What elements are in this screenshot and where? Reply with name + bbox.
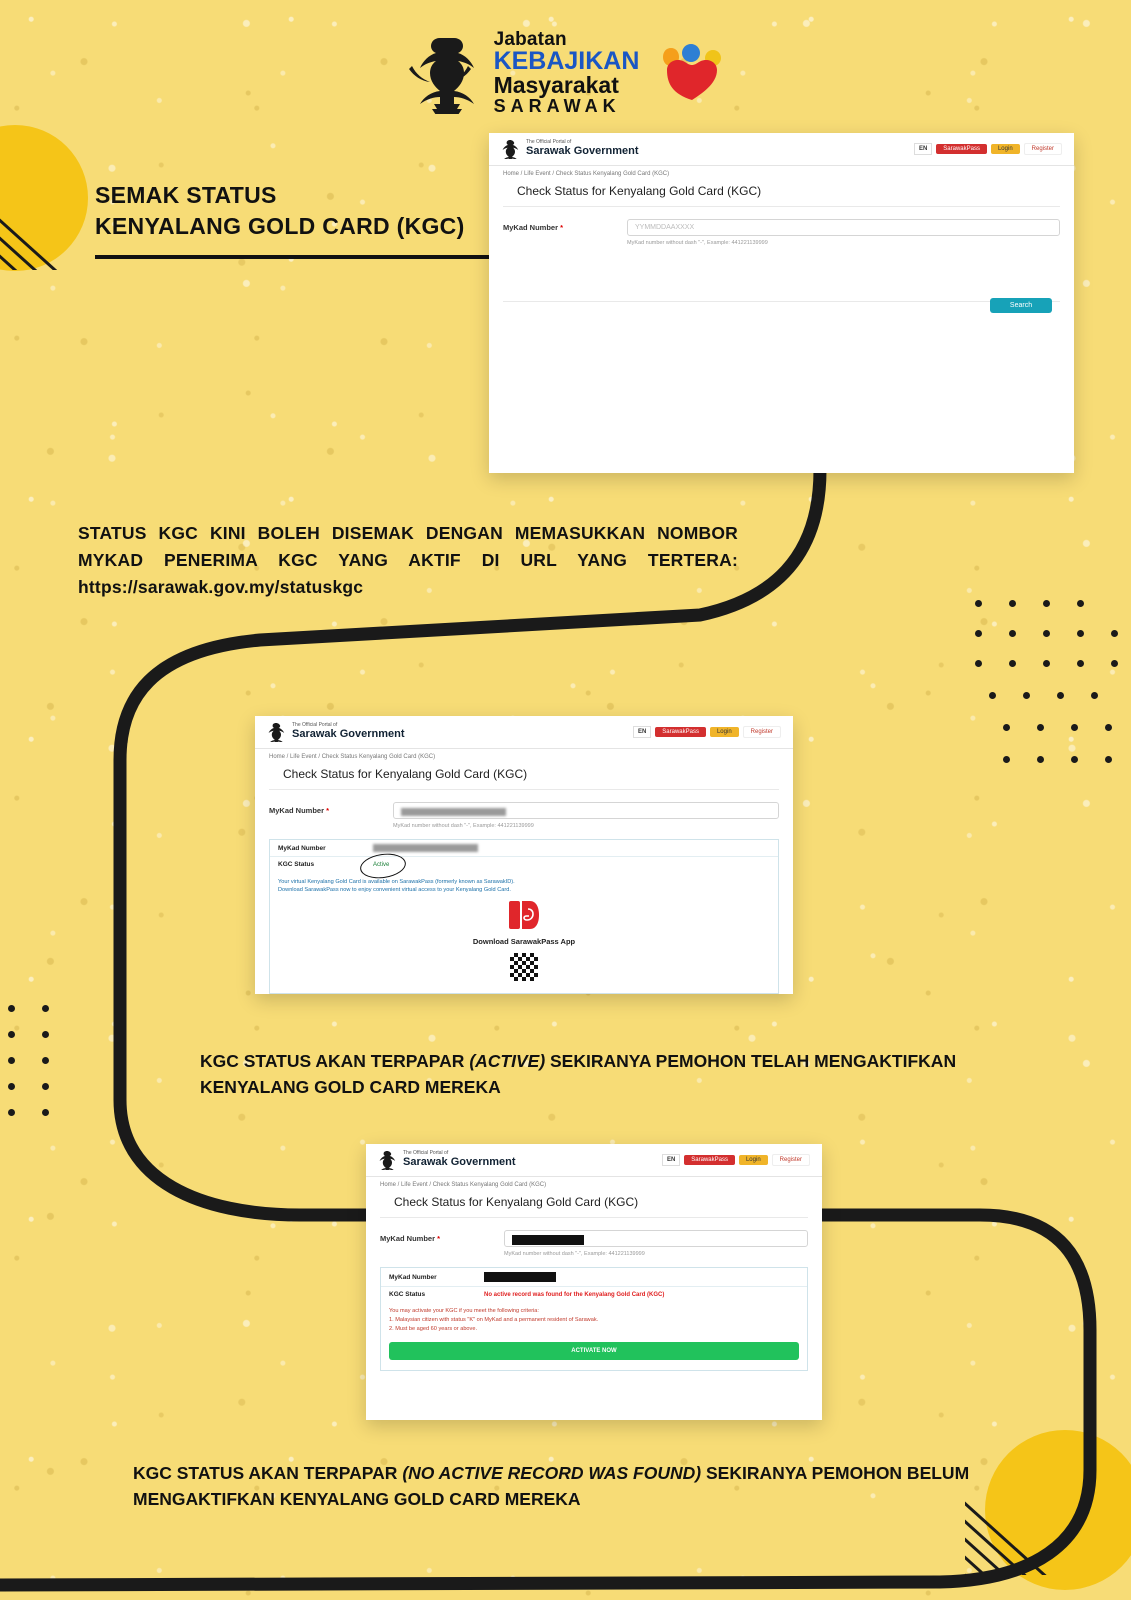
result-panel — [269, 839, 779, 994]
portal-brand-big: Sarawak Government — [526, 145, 639, 158]
page-title-line2: KENYALANG GOLD CARD (KGC) — [95, 213, 465, 240]
jkm-line2: KEBAJIKAN — [493, 47, 640, 75]
mykad-input[interactable] — [504, 1230, 808, 1247]
search-button[interactable]: Search — [990, 298, 1052, 313]
form-heading: Check Status for Kenyalang Gold Card (KGC) — [380, 1191, 808, 1218]
portal-brand — [378, 1150, 516, 1170]
register-button[interactable]: Register — [1024, 143, 1062, 155]
sarawakpass-button[interactable]: SarawakPass — [684, 1155, 735, 1165]
mykad-form-row — [489, 207, 1074, 238]
caption-step3-b: SEKIRANYA PEMOHON BELUM MENGAKTIFKAN KENYALANG GOLD CARD MEREKA — [133, 1463, 970, 1510]
result-label-mykad: MyKad Number — [389, 1273, 437, 1281]
criteria-item-1: 1. Malaysian citizen with status "K" on MyKad and a permanent resident of Sarawak. — [389, 1316, 599, 1323]
sarawakpass-button[interactable]: SarawakPass — [936, 144, 987, 154]
portal-topbar — [366, 1144, 822, 1177]
page-title-block — [95, 180, 495, 242]
download-label: Download SarawakPass App — [472, 936, 576, 946]
mykad-hint: MyKad number without dash "-", Example: 441221139999 — [393, 823, 534, 829]
caption-step1 — [78, 520, 738, 601]
required-mark: * — [560, 223, 564, 232]
title-underline — [95, 255, 495, 259]
form-heading: Check Status for Kenyalang Gold Card (KGC) — [269, 763, 779, 790]
login-button[interactable]: Login — [739, 1155, 768, 1165]
mykad-form-row — [255, 790, 793, 821]
sarawak-crest-icon — [404, 32, 476, 114]
login-button[interactable]: Login — [710, 727, 739, 737]
sarawak-crest-icon — [378, 1150, 396, 1170]
portal-nav — [662, 1154, 810, 1166]
portal-brand-small: The Official Portal of — [403, 1150, 449, 1157]
sarawakpass-button[interactable]: SarawakPass — [655, 727, 706, 737]
mykad-input[interactable] — [393, 802, 779, 819]
page-title-line1: SEMAK STATUS — [95, 182, 277, 208]
mykad-label-text: MyKad Number — [380, 1234, 436, 1243]
portal-brand — [267, 722, 405, 742]
jkm-wordmark — [494, 30, 640, 115]
redacted-mykad-result — [484, 1272, 556, 1282]
caption-step1-url: https://sarawak.gov.my/statuskgc — [78, 577, 364, 598]
result-row-mykad — [381, 1268, 807, 1287]
page-title — [95, 180, 495, 242]
screenshot-step3 — [366, 1144, 822, 1420]
breadcrumb: Home / Life Event / Check Status Kenyalang Gold Card (KGC) — [380, 1182, 547, 1188]
portal-brand-big: Sarawak Government — [403, 1156, 516, 1169]
criteria-intro: You may activate your KGC if you meet the following criteria: — [389, 1308, 539, 1314]
decor-dots-left — [8, 1005, 78, 1135]
result-row-status — [270, 857, 778, 872]
screenshot-step2 — [255, 716, 793, 994]
required-mark: * — [437, 1234, 441, 1243]
qr-code-icon — [508, 951, 540, 983]
portal-nav — [633, 726, 781, 738]
portal-nav — [914, 143, 1062, 155]
caption-step2 — [200, 1048, 980, 1101]
result-label-status: KGC Status — [389, 1291, 426, 1298]
login-button[interactable]: Login — [991, 144, 1020, 154]
lang-toggle[interactable]: EN — [914, 143, 932, 155]
lang-toggle[interactable]: EN — [662, 1154, 680, 1166]
caption-step3 — [133, 1460, 973, 1513]
criteria-item-2: 2. Must be aged 60 years or above. — [389, 1325, 478, 1332]
breadcrumb: Home / Life Event / Check Status Kenyalang Gold Card (KGC) — [269, 754, 436, 760]
decor-stripes-top-left — [0, 150, 100, 270]
note-line1: Your virtual Kenyalang Gold Card is available on SarawakPass (formerly known as SarawakID). — [278, 879, 515, 885]
result-label-status: KGC Status — [278, 861, 315, 868]
sarawak-crest-icon — [267, 722, 285, 742]
register-button[interactable]: Register — [772, 1154, 810, 1166]
mykad-label — [269, 802, 379, 815]
download-block — [270, 897, 778, 993]
caption-step2-b: SEKIRANYA PEMOHON TELAH MENGAKTIFKAN KENYALANG GOLD CARD MEREKA — [200, 1051, 957, 1098]
note-line2: Download SarawakPass now to enjoy convenient virtual access to your Kenyalang Gold Card. — [278, 887, 511, 894]
mykad-form-row — [366, 1218, 822, 1249]
sarawakpass-note — [270, 872, 778, 897]
mykad-label — [380, 1230, 490, 1243]
redacted-mykad-result — [373, 844, 478, 852]
caption-step3-a: KGC STATUS AKAN TERPAPAR — [133, 1463, 403, 1483]
redacted-mykad-value — [401, 808, 506, 816]
result-row-status — [381, 1287, 807, 1302]
caption-step2-a: KGC STATUS AKAN TERPAPAR — [200, 1051, 470, 1071]
decor-stripes-bottom-right — [965, 1440, 1085, 1575]
caption-step3-em: (NO ACTIVE RECORD WAS FOUND) — [402, 1463, 702, 1483]
mykad-label — [503, 219, 613, 232]
lang-toggle[interactable]: EN — [633, 726, 651, 738]
form-heading: Check Status for Kenyalang Gold Card (KGC) — [503, 180, 1060, 207]
jkm-line1: Jabatan — [493, 29, 567, 50]
result-panel — [380, 1267, 808, 1371]
mykad-label-text: MyKad Number — [503, 223, 559, 232]
decor-dots-right — [975, 600, 1125, 780]
redacted-mykad-value — [512, 1235, 584, 1245]
status-value-active: Active — [373, 861, 390, 868]
caption-step2-em: (ACTIVE) — [469, 1051, 546, 1071]
caption-step1-text: STATUS KGC KINI BOLEH DISEMAK DENGAN MEMASUKKAN NOMBOR MYKAD PENERIMA KGC YANG AKTIF DI URL YANG TERTERA: — [78, 523, 738, 571]
header — [0, 30, 1131, 115]
breadcrumb: Home / Life Event / Check Status Kenyalang Gold Card (KGC) — [503, 171, 670, 177]
sarawak-crest-icon — [501, 139, 519, 159]
portal-brand-small: The Official Portal of — [292, 722, 338, 729]
mykad-hint: MyKad number without dash "-", Example: 441221139999 — [627, 240, 768, 246]
portal-topbar — [489, 133, 1074, 166]
criteria-block — [381, 1302, 807, 1334]
register-button[interactable]: Register — [743, 726, 781, 738]
sarawakpass-app-icon — [509, 901, 539, 929]
activate-now-button[interactable]: ACTIVATE NOW — [389, 1342, 799, 1360]
portal-brand-small: The Official Portal of — [526, 139, 572, 146]
result-label-mykad: MyKad Number — [278, 844, 326, 852]
portal-topbar — [255, 716, 793, 749]
portal-brand — [501, 139, 639, 159]
mykad-input[interactable]: YYMMDDAAXXXX — [627, 219, 1060, 236]
mykad-label-text: MyKad Number — [269, 806, 325, 815]
status-value-error: No active record was found for the Kenyalang Gold Card (KGC) — [484, 1291, 665, 1298]
portal-brand-big: Sarawak Government — [292, 728, 405, 741]
required-mark: * — [326, 806, 330, 815]
jkm-heart-logo-icon — [657, 42, 727, 104]
result-row-mykad — [270, 840, 778, 857]
form-divider — [503, 301, 1060, 302]
screenshot-step1 — [489, 133, 1074, 473]
mykad-hint: MyKad number without dash "-", Example: 441221139999 — [504, 1251, 645, 1257]
jkm-line3: Masyarakat — [493, 72, 619, 98]
jkm-line4: SARAWAK — [493, 96, 621, 116]
